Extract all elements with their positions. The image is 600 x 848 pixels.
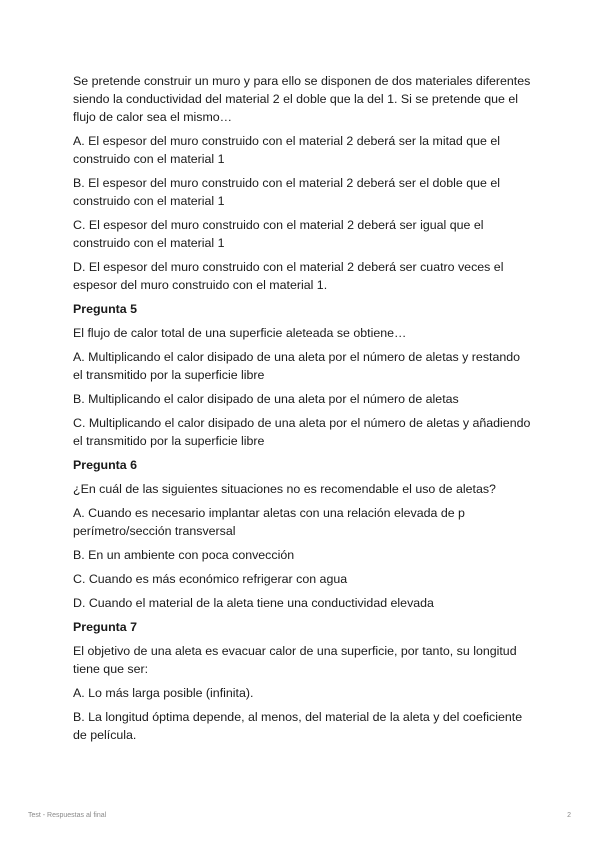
question-4-prompt: Se pretende construir un muro y para ello se disponen de dos materiales diferentes siendo la conductividad del material 2 el doble que la del 1. Si se pretende que el flujo de calor sea el mismo… [73,74,531,124]
question-5-heading: Pregunta 5 [73,302,138,316]
question-4-option-b: B. El espesor del muro construido con el material 2 deberá ser el doble que el construido con el material 1 [73,176,501,208]
question-6-option-b: B. En un ambiente con poca convección [73,548,295,562]
question-7-prompt: El objetivo de una aleta es evacuar calor de una superficie, por tanto, su longitud tiene que ser: [73,644,517,676]
question-6-option-c: C. Cuando es más económico refrigerar con agua [73,572,348,586]
question-7-option-b: B. La longitud óptima depende, al menos, del material de la aleta y del coeficiente de película. [73,710,523,742]
question-6-option-d: D. Cuando el material de la aleta tiene una conductividad elevada [73,596,434,610]
page-number: 2 [567,812,571,819]
question-5-option-c: C. Multiplicando el calor disipado de una aleta por el número de aletas y añadiendo el transmitido por la superficie libre [73,416,531,448]
page-footer [0,812,600,824]
question-5-prompt: El flujo de calor total de una superficie aleteada se obtiene… [73,326,407,340]
question-6-option-a: A. Cuando es necesario implantar aletas con una relación elevada de p perímetro/sección transversal [73,506,465,538]
question-6-prompt: ¿En cuál de las siguientes situaciones no es recomendable el uso de aletas? [73,482,496,496]
document-body [73,72,533,750]
question-5-option-b: B. Multiplicando el calor disipado de una aleta por el número de aletas [73,392,459,406]
question-5-option-a: A. Multiplicando el calor disipado de una aleta por el número de aletas y restando el transmitido por la superficie libre [73,350,521,382]
question-6-heading: Pregunta 6 [73,458,138,472]
question-4-option-a: A. El espesor del muro construido con el material 2 deberá ser la mitad que el construido con el material 1 [73,134,501,166]
question-4-option-c: C. El espesor del muro construido con el material 2 deberá ser igual que el construido con el material 1 [73,218,484,250]
question-4-option-d: D. El espesor del muro construido con el material 2 deberá ser cuatro veces el espesor del muro construido con el material 1. [73,260,504,292]
footer-title: Test - Respuestas al final [28,812,107,819]
question-7-heading: Pregunta 7 [73,620,138,634]
question-7-option-a: A. Lo más larga posible (infinita). [73,686,254,700]
